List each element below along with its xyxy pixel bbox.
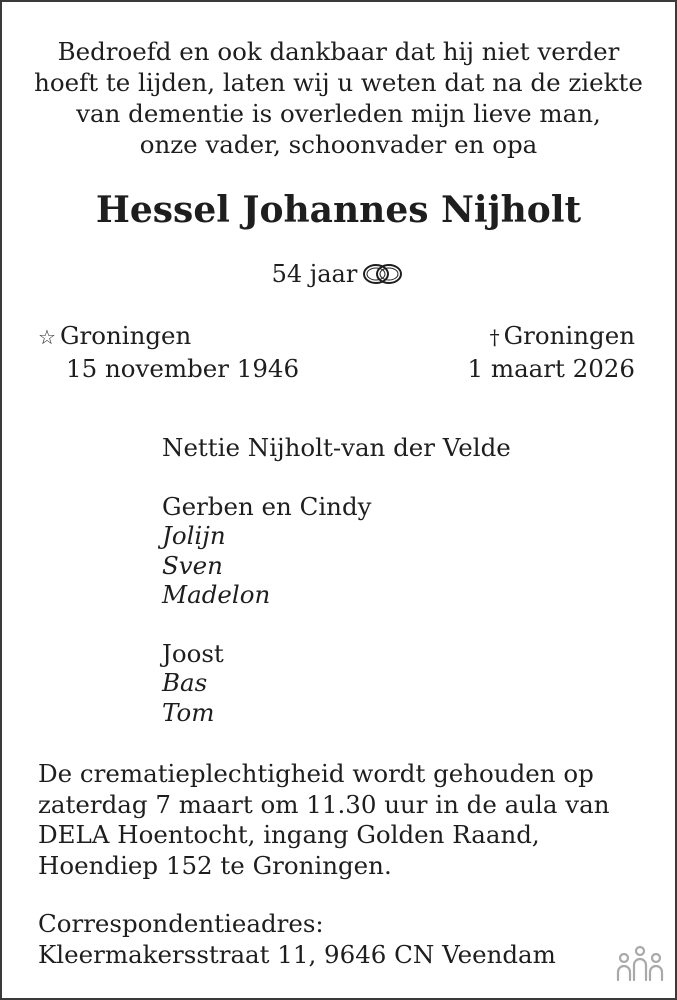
grandchild-name: Jolijn xyxy=(162,521,226,550)
deceased-age xyxy=(2,258,675,290)
grandchild-name: Sven xyxy=(162,550,223,580)
age-text: 54 jaar xyxy=(271,260,358,288)
ceremony-info xyxy=(38,759,609,881)
death-info xyxy=(467,320,635,384)
birth-place: Groningen xyxy=(59,321,192,350)
grandchild-name: Madelon xyxy=(162,580,271,609)
family-list xyxy=(162,433,511,727)
people-group-icon xyxy=(615,944,665,986)
ceremony-line: De crematieplechtigheid wordt gehouden op xyxy=(38,759,594,788)
birth-date: 15 november 1946 xyxy=(66,354,300,383)
wedding-rings-icon xyxy=(361,262,405,286)
intro-line: Bedroefd en ook dankbaar dat hij niet verder xyxy=(57,37,620,66)
family-parents: Joost xyxy=(162,638,224,668)
grandchild-name: Bas xyxy=(162,668,208,697)
death-date: 1 maart 2026 xyxy=(467,354,635,383)
cross-icon: † xyxy=(489,325,500,349)
ceremony-line: DELA Hoentocht, ingang Golden Raand, xyxy=(38,820,540,849)
star-icon: ☆ xyxy=(38,325,56,349)
death-place: Groningen xyxy=(503,321,635,350)
spouse-name: Nettie Nijholt-van der Velde xyxy=(162,433,511,462)
intro-line: onze vader, schoonvader en opa xyxy=(139,130,538,159)
intro-line: van dementie is overleden mijn lieve man, xyxy=(76,99,601,128)
intro-line: hoeft te lijden, laten wij u weten dat na de ziekte xyxy=(34,68,643,97)
ceremony-line: Hoendiep 152 te Groningen. xyxy=(38,850,392,880)
family-parents: Gerben en Cindy xyxy=(162,491,372,521)
address-value: Kleermakersstraat 11, 9646 CN Veendam xyxy=(38,939,556,969)
correspondence-address xyxy=(38,909,556,970)
grandchild-name: Tom xyxy=(162,697,215,727)
deceased-name: Hessel Johannes Nijholt xyxy=(95,189,582,231)
birth-info xyxy=(38,320,299,384)
intro-text xyxy=(22,36,655,160)
ceremony-line: zaterdag 7 maart om 11.30 uur in de aula van xyxy=(38,789,610,819)
address-label: Correspondentieadres: xyxy=(38,909,324,938)
